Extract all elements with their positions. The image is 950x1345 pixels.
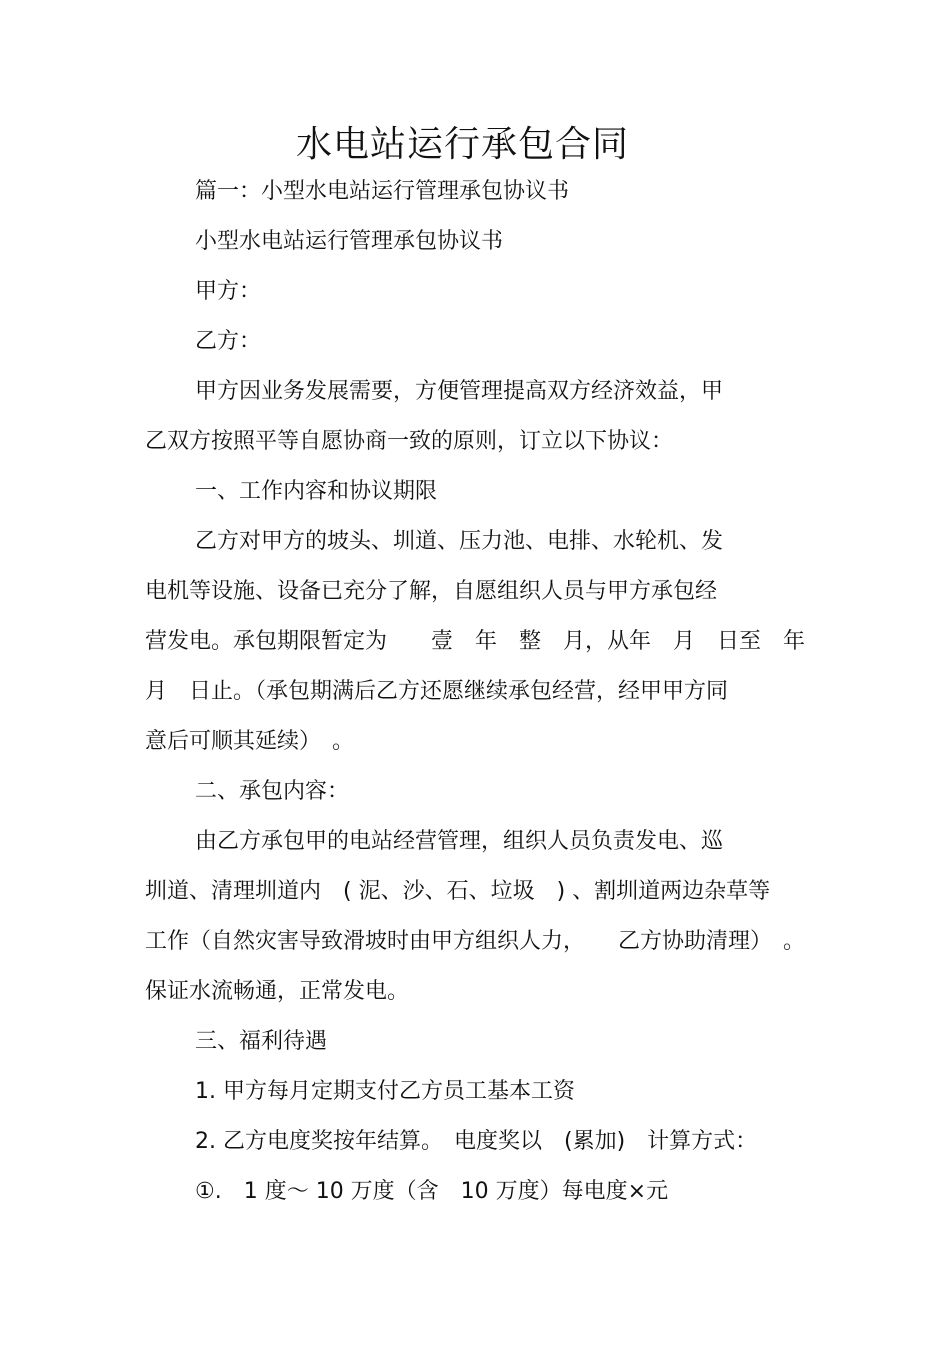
list-item: ①. 1 度～ 10 万度（含 10 万度）每电度×元 xyxy=(195,1179,669,1204)
paragraph-line: 月 日止。（承包期满后乙方还愿继续承包经营，经甲甲方同 xyxy=(145,679,729,704)
party-a-label: 甲方： xyxy=(195,279,262,304)
party-b-label: 乙方： xyxy=(195,329,262,354)
clause-heading: 二、承包内容： xyxy=(195,779,350,804)
paragraph-line: 工作（自然灾害导致滑坡时由甲方组织人力， 乙方协助清理） 。 xyxy=(145,929,806,954)
paragraph-line: 电机等设施、设备已充分了解，自愿组织人员与甲方承包经 xyxy=(145,579,718,604)
document-title: 水电站运行承包合同 xyxy=(295,124,629,165)
paragraph-line: 营发电。承包期限暂定为 壹 年 整 月，从年 月 日至 年 xyxy=(145,629,806,654)
clause-heading: 一、工作内容和协议期限 xyxy=(195,479,438,504)
paragraph-line: 保证水流畅通，正常发电。 xyxy=(145,979,410,1004)
section-heading: 篇一：小型水电站运行管理承包协议书 xyxy=(195,179,570,204)
list-item: 1. 甲方每月定期支付乙方员工基本工资 xyxy=(195,1079,575,1104)
paragraph-line: 乙双方按照平等自愿协商一致的原则，订立以下协议： xyxy=(145,429,674,454)
paragraph-line: 由乙方承包甲的电站经营管理，组织人员负责发电、巡 xyxy=(195,829,724,854)
paragraph-line: 意后可顺其延续） 。 xyxy=(145,729,355,754)
subtitle: 小型水电站运行管理承包协议书 xyxy=(195,229,504,254)
list-item: 2. 乙方电度奖按年结算。 电度奖以 (累加) 计算方式： xyxy=(195,1129,758,1154)
paragraph-line: 圳道、清理圳道内 ( 泥、沙、石、垃圾 ) 、割圳道两边杂草等 xyxy=(145,879,771,904)
paragraph-line: 乙方对甲方的坡头、圳道、压力池、电排、水轮机、发 xyxy=(195,529,724,554)
clause-heading: 三、福利待遇 xyxy=(195,1029,328,1054)
paragraph-line: 甲方因业务发展需要，方便管理提高双方经济效益，甲 xyxy=(195,379,724,404)
